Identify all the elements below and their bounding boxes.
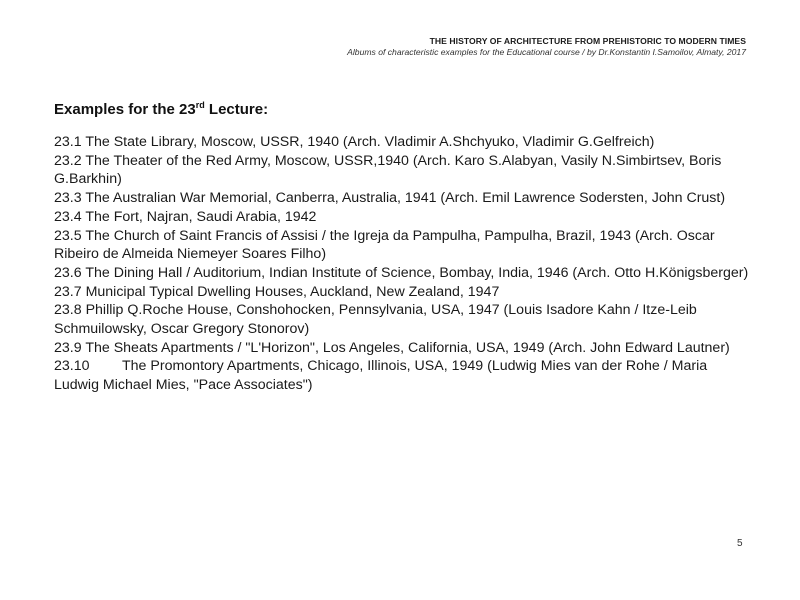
item-text: The Theater of the Red Army, Moscow, USSR,1940 (Arch. Karo S.Alabyan, Vasily N.Simbirtsev, Boris G.Barkhin) xyxy=(54,152,722,188)
item-number: 23.10 xyxy=(54,358,90,375)
item-text: The Fort, Najran, Saudi Arabia, 1942 xyxy=(85,208,317,225)
item-number: 23.5 xyxy=(54,227,82,244)
list-item xyxy=(54,264,754,283)
item-number: 23.4 xyxy=(54,208,82,225)
item-text: The Dining Hall / Auditorium, Indian Institute of Science, Bombay, India, 1946 (Arch. Otto H.Königsberger) xyxy=(85,264,749,281)
item-text: Municipal Typical Dwelling Houses, Auckland, New Zealand, 1947 xyxy=(85,283,500,300)
page-header xyxy=(347,36,746,58)
list-item xyxy=(54,208,754,227)
list-item xyxy=(54,227,754,264)
item-number: 23.7 xyxy=(54,283,82,300)
item-text: The Australian War Memorial, Canberra, Australia, 1941 (Arch. Emil Lawrence Sodersten, John Crust) xyxy=(85,190,726,207)
heading-prefix: Examples for the 23 xyxy=(54,101,196,118)
item-number: 23.9 xyxy=(54,339,82,356)
header-title: THE HISTORY OF ARCHITECTURE FROM PREHISTORIC TO MODERN TIMES xyxy=(429,36,746,46)
item-number: 23.3 xyxy=(54,190,82,207)
item-text: The Sheats Apartments / "L'Horizon", Los Angeles, California, USA, 1949 (Arch. John Edward Lautner) xyxy=(85,339,730,356)
item-text: The Promontory Apartments, Chicago, Illinois, USA, 1949 (Ludwig Mies van der Rohe / Maria Ludwig Michael Mies, "Pace Associates") xyxy=(54,358,708,394)
lecture-heading xyxy=(54,101,268,118)
header-subtitle: Albums of characteristic examples for the Educational course / by Dr.Konstantin I.Samoilov, Almaty, 2017 xyxy=(347,47,746,57)
list-item xyxy=(54,189,754,208)
list-item xyxy=(54,283,754,302)
list-item xyxy=(54,152,754,189)
examples-list xyxy=(54,133,754,395)
item-number: 23.6 xyxy=(54,264,82,281)
item-text: The Church of Saint Francis of Assisi / the Igreja da Pampulha, Pampulha, Brazil, 1943 (Arch. Oscar Ribeiro de Almeida Niemeyer Soares Filho) xyxy=(54,227,715,263)
item-text: Phillip Q.Roche House, Conshohocken, Pennsylvania, USA, 1947 (Louis Isadore Kahn / Itze-Leib Schmuilowsky, Oscar Gregory Stonorov) xyxy=(54,302,697,338)
list-item xyxy=(54,357,754,394)
list-item xyxy=(54,301,754,338)
item-number: 23.8 xyxy=(54,302,82,319)
item-text: The State Library, Moscow, USSR, 1940 (Arch. Vladimir A.Shchyuko, Vladimir G.Gelfreich) xyxy=(85,134,655,150)
heading-suffix: Lecture: xyxy=(204,101,269,118)
item-number: 23.2 xyxy=(54,152,82,169)
page-number: 5 xyxy=(737,538,743,549)
heading-superscript: rd xyxy=(195,100,205,110)
list-item xyxy=(54,133,754,152)
item-number: 23.1 xyxy=(54,134,82,150)
list-item xyxy=(54,339,754,358)
